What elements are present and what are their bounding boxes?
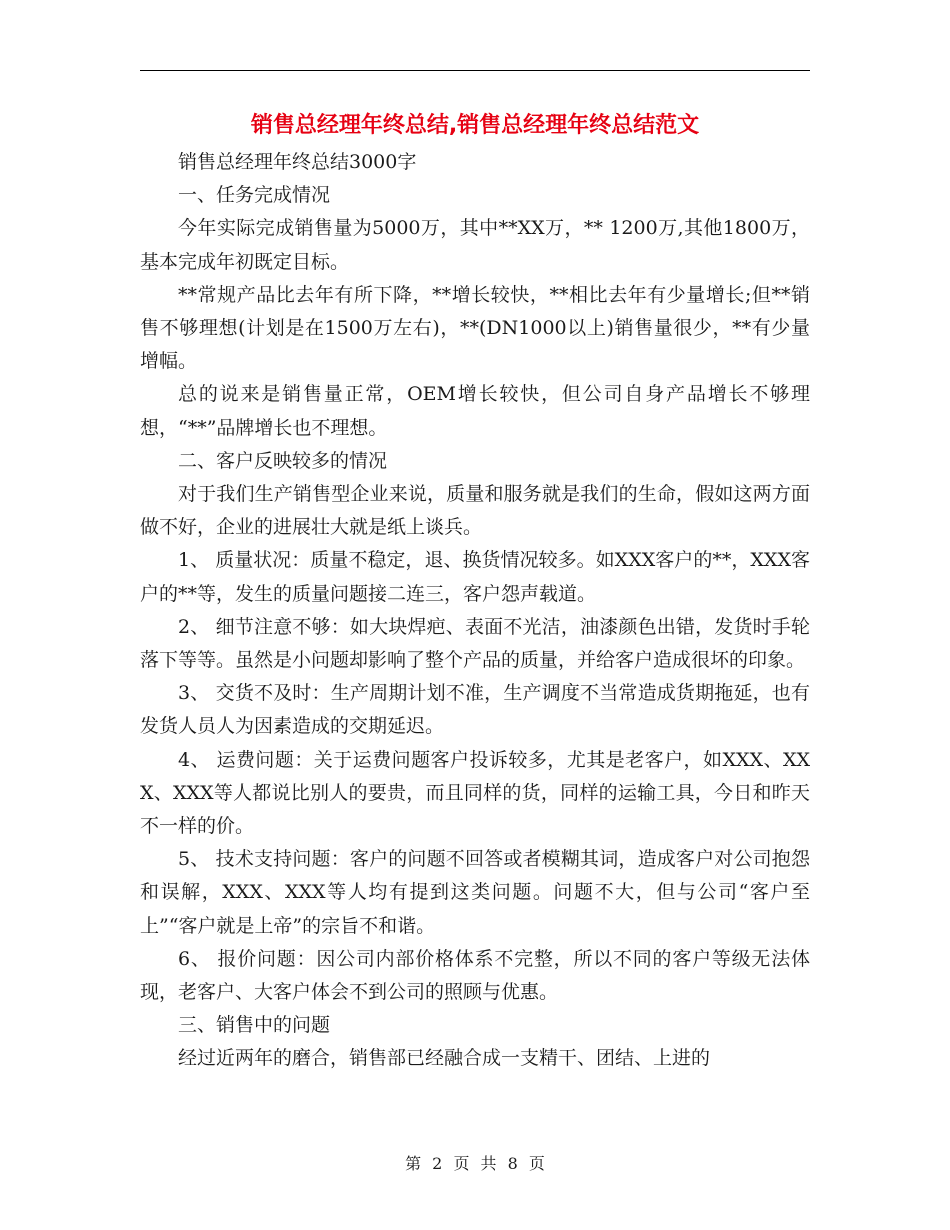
paragraph: **常规产品比去年有所下降，**增长较快，**相比去年有少量增长;但**销售不够理想(计划是在1500万左右)，**(DN1000以上)销售量很少，**有少量增幅。 — [140, 283, 810, 373]
list-item: 6、 报价问题：因公司内部价格体系不完整，所以不同的客户等级无法体现，老客户、大客户体会不到公司的照顾与优惠。 — [140, 947, 810, 1004]
list-item: 4、 运费问题：关于运费问题客户投诉较多，尤其是老客户，如XXX、XXX、XXX等人都说比别人的要贵，而且同样的货，同样的运输工具，今日和昨天不一样的价。 — [140, 748, 810, 838]
document-body — [140, 146, 810, 1076]
paragraph: 总的说来是销售量正常，OEM增长较快，但公司自身产品增长不够理想，“**”品牌增长也不理想。 — [140, 383, 810, 439]
paragraph: 经过近两年的磨合，销售部已经融合成一支精干、团结、上进的 — [178, 1047, 711, 1070]
list-item: 1、 质量状况：质量不稳定，退、换货情况较多。如XXX客户的**，XXX客户的**等，发生的质量问题接二连三，客户怨声载道。 — [140, 549, 810, 605]
paragraph: 销售总经理年终总结3000字 — [178, 151, 417, 173]
document-title: 销售总经理年终总结,销售总经理年终总结范文 — [250, 113, 700, 138]
section-heading: 二、客户反映较多的情况 — [178, 449, 388, 472]
section-heading: 一、任务完成情况 — [178, 184, 331, 207]
list-item: 2、 细节注意不够：如大块焊疤、表面不光洁，油漆颜色出错，发货时手轮落下等等。虽然是小问题却影响了整个产品的质量，并给客户造成很坏的印象。 — [140, 615, 810, 672]
paragraph: 对于我们生产销售型企业来说，质量和服务就是我们的生命，假如这两方面做不好，企业的进展壮大就是纸上谈兵。 — [140, 483, 810, 539]
paragraph: 今年实际完成销售量为5000万，其中**XX万，** 1200万,其他1800万，基本完成年初既定目标。 — [140, 217, 810, 273]
header-rule — [140, 70, 810, 71]
list-item: 3、 交货不及时：生产周期计划不准，生产调度不当常造成货期拖延，也有发货人员人为因素造成的交期延迟。 — [140, 682, 810, 738]
page-number-footer: 第 2 页 共 8 页 — [405, 1154, 545, 1173]
list-item: 5、 技术支持问题：客户的问题不回答或者模糊其词，造成客户对公司抱怨和误解，XXX、XXX等人均有提到这类问题。问题不大，但与公司“客户至上”“客户就是上帝”的宗旨不和谐。 — [140, 848, 810, 937]
section-heading: 三、销售中的问题 — [178, 1014, 331, 1037]
